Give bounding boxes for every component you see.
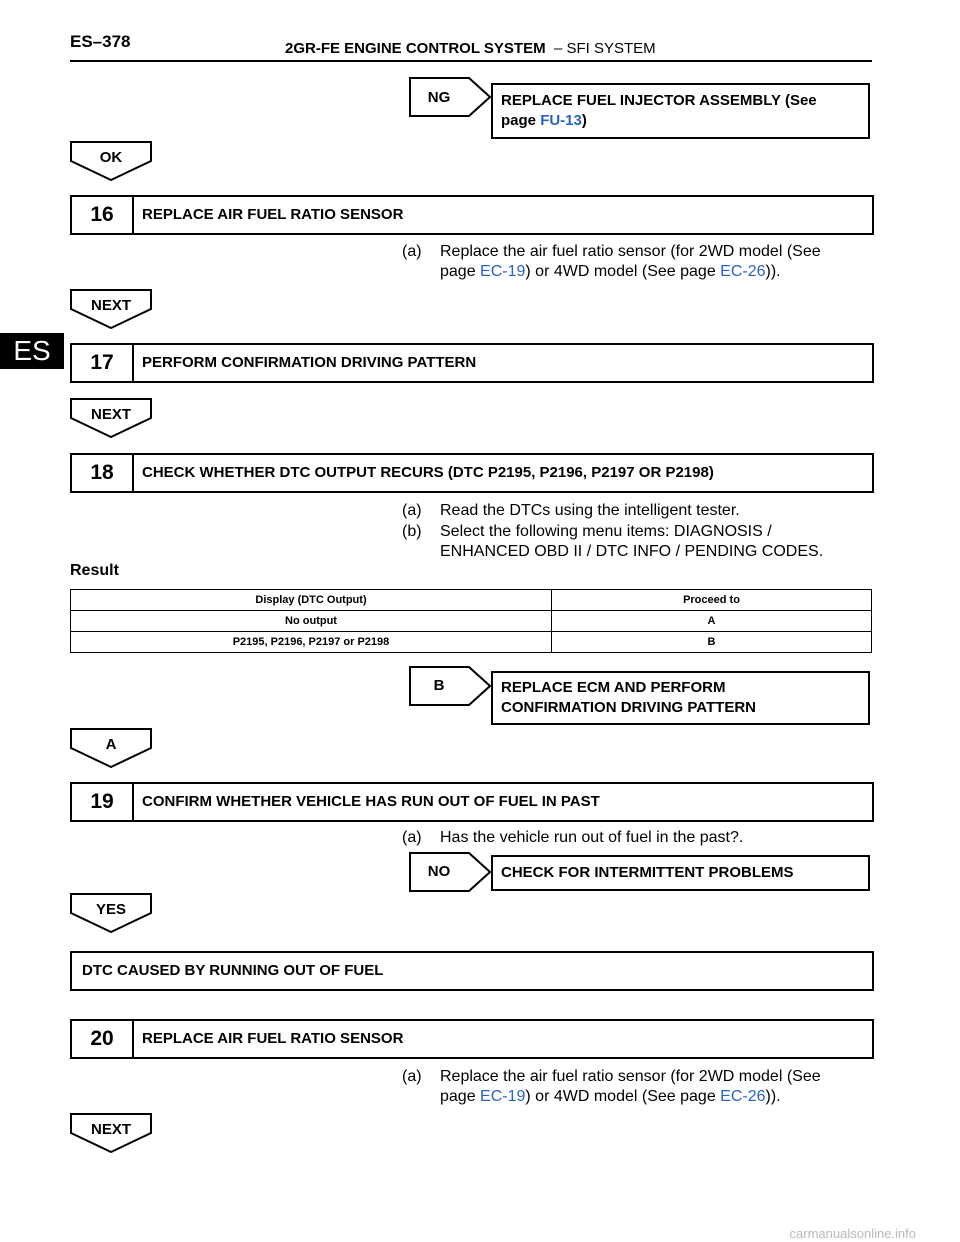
step-17-box bbox=[70, 343, 874, 383]
next-label: NEXT bbox=[90, 406, 131, 423]
watermark: carmanualsonline.info bbox=[789, 1226, 916, 1241]
result-heading: Result bbox=[70, 562, 119, 579]
step-18-title: CHECK WHETHER DTC OUTPUT RECURS (DTC P2195, P2196, P2197 OR P2198) bbox=[142, 464, 714, 481]
table-cell: No output bbox=[71, 611, 552, 632]
no-label: NO bbox=[427, 863, 451, 880]
step-16-number: 16 bbox=[72, 197, 134, 233]
step-18-instruction-a: (a) Read the DTCs using the intelligent tester. bbox=[402, 502, 740, 519]
dtc-caused-box bbox=[70, 951, 874, 991]
ng-result-line1: REPLACE FUEL INJECTOR ASSEMBLY (See bbox=[501, 92, 817, 109]
side-tab: ES bbox=[0, 333, 64, 369]
step-20-title: REPLACE AIR FUEL RATIO SENSOR bbox=[142, 1030, 404, 1047]
next-label: NEXT bbox=[90, 297, 131, 314]
section-title-rest: – SFI SYSTEM bbox=[553, 40, 656, 57]
step-16-instruction: (a) Replace the air fuel ratio sensor (for 2WD model (See page EC-19) or 4WD model (See page EC-26)). bbox=[402, 243, 821, 280]
step-18-box bbox=[70, 453, 874, 493]
link-ec-19[interactable]: EC-19 bbox=[480, 263, 526, 280]
table-header-row bbox=[71, 590, 872, 611]
step-20-box bbox=[70, 1019, 874, 1059]
step-19-title: CONFIRM WHETHER VEHICLE HAS RUN OUT OF FUEL IN PAST bbox=[142, 793, 600, 810]
section-title-bold: 2GR-FE ENGINE CONTROL SYSTEM bbox=[285, 40, 546, 57]
b-result-line2: CONFIRMATION DRIVING PATTERN bbox=[501, 699, 756, 716]
no-result-box bbox=[491, 855, 870, 891]
step-16-box bbox=[70, 195, 874, 235]
table-cell: A bbox=[552, 611, 872, 632]
b-result-line1: REPLACE ECM AND PERFORM bbox=[501, 679, 726, 696]
table-row bbox=[71, 632, 872, 653]
header-rule bbox=[70, 60, 872, 62]
ok-label: OK bbox=[99, 149, 123, 166]
table-cell: P2195, P2196, P2197 or P2198 bbox=[71, 632, 552, 653]
b-result-box bbox=[491, 671, 870, 725]
table-row bbox=[71, 611, 872, 632]
next-label: NEXT bbox=[90, 1121, 131, 1138]
link-ec-26[interactable]: EC-26 bbox=[720, 1088, 766, 1105]
step-17-title: PERFORM CONFIRMATION DRIVING PATTERN bbox=[142, 354, 477, 371]
ng-result-line2: page FU-13) bbox=[501, 112, 587, 129]
step-20-instruction: (a) Replace the air fuel ratio sensor (for 2WD model (See page EC-19) or 4WD model (See page EC-26)). bbox=[402, 1068, 821, 1105]
step-19-box bbox=[70, 782, 874, 822]
step-18-instruction-b: (b) Select the following menu items: DIAGNOSIS / ENHANCED OBD II / DTC INFO / PENDING CODES. bbox=[402, 523, 824, 560]
section-title bbox=[285, 40, 656, 57]
step-20-number: 20 bbox=[72, 1021, 134, 1057]
table-cell: B bbox=[552, 632, 872, 653]
page-number: ES–378 bbox=[70, 32, 131, 51]
link-ec-19[interactable]: EC-19 bbox=[480, 1088, 526, 1105]
table-header-cell: Proceed to bbox=[552, 590, 872, 611]
a-label: A bbox=[105, 736, 117, 753]
link-fu-13[interactable]: FU-13 bbox=[540, 112, 582, 129]
step-16-title: REPLACE AIR FUEL RATIO SENSOR bbox=[142, 206, 404, 223]
b-label: B bbox=[433, 677, 445, 694]
step-19-instruction: (a) Has the vehicle run out of fuel in the past?. bbox=[402, 829, 744, 846]
ng-result-box bbox=[491, 83, 870, 139]
step-19-number: 19 bbox=[72, 784, 134, 820]
step-17-number: 17 bbox=[72, 345, 134, 381]
step-18-number: 18 bbox=[72, 455, 134, 491]
no-result-text: CHECK FOR INTERMITTENT PROBLEMS bbox=[501, 864, 794, 881]
table-header-cell: Display (DTC Output) bbox=[71, 590, 552, 611]
link-ec-26[interactable]: EC-26 bbox=[720, 263, 766, 280]
dtc-caused-title: DTC CAUSED BY RUNNING OUT OF FUEL bbox=[82, 962, 384, 979]
ng-label: NG bbox=[427, 89, 451, 106]
yes-label: YES bbox=[95, 901, 126, 918]
result-table bbox=[70, 589, 872, 653]
